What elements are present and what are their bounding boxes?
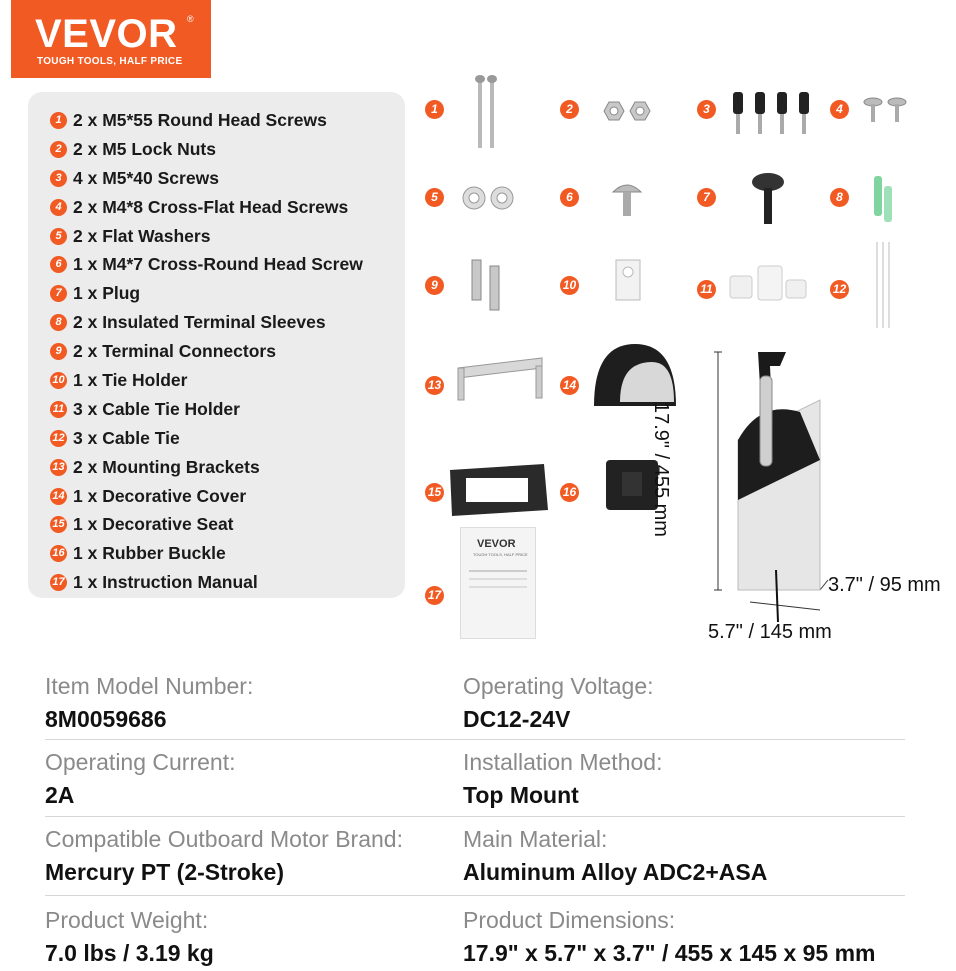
list-item — [50, 164, 363, 193]
decorative-cover-image — [590, 340, 680, 410]
spec-value: 8M0059686 — [45, 706, 167, 732]
list-item — [50, 106, 363, 135]
m5-screws-image — [728, 88, 814, 138]
part-badge-16: 16 — [560, 483, 579, 502]
list-item — [50, 337, 363, 366]
logo-brand: VEVOR — [35, 12, 178, 56]
terminal-connectors-image — [468, 256, 508, 314]
spec-brand — [45, 826, 403, 886]
part-badge-5: 5 — [425, 188, 444, 207]
list-item — [50, 568, 363, 597]
part-number-badge: 7 — [50, 285, 67, 302]
part-text: 2 x M5*55 Round Head Screws — [73, 109, 327, 130]
part-badge-1: 1 — [425, 100, 444, 119]
part-number-badge: 8 — [50, 314, 67, 331]
part-badge-14: 14 — [560, 376, 579, 395]
mounting-brackets-image — [452, 352, 548, 404]
part-text: 2 x M5 Lock Nuts — [73, 138, 216, 159]
part-badge-17: 17 — [425, 586, 444, 605]
list-item — [50, 366, 363, 395]
cable-ties-image — [872, 240, 894, 330]
list-item — [50, 193, 363, 222]
part-number-badge: 1 — [50, 112, 67, 129]
part-text: 1 x Decorative Cover — [73, 485, 247, 506]
vevor-logo — [11, 0, 211, 78]
part-number-badge: 16 — [50, 545, 67, 562]
spec-current — [45, 749, 235, 809]
list-item — [50, 453, 363, 482]
width-dimension-label: 5.7" / 145 mm — [708, 621, 832, 643]
spec-weight — [45, 907, 214, 967]
part-number-badge: 5 — [50, 228, 67, 245]
part-badge-9: 9 — [425, 276, 444, 295]
logo-registered-mark: ® — [187, 14, 194, 24]
terminal-sleeves-image — [870, 172, 900, 226]
part-number-badge: 10 — [50, 372, 67, 389]
flat-washers-image — [460, 183, 520, 213]
spec-label: Installation Method: — [463, 749, 663, 775]
part-text: 2 x M4*8 Cross-Flat Head Screws — [73, 196, 349, 217]
part-badge-12: 12 — [830, 280, 849, 299]
spec-label: Main Material: — [463, 826, 608, 852]
list-item — [50, 510, 363, 539]
part-text: 1 x Plug — [73, 283, 141, 304]
decorative-seat-image — [444, 460, 554, 520]
lock-nuts-image — [600, 98, 656, 124]
part-text: 3 x Cable Tie Holder — [73, 398, 240, 419]
instruction-manual-image — [460, 527, 536, 639]
plug-image — [748, 170, 788, 230]
list-item — [50, 308, 363, 337]
spec-label: Operating Voltage: — [463, 673, 654, 699]
list-item — [50, 279, 363, 308]
cable-tie-holders-image — [726, 262, 810, 304]
spec-material — [463, 826, 767, 886]
part-text: 2 x Terminal Connectors — [73, 341, 276, 362]
spec-label: Operating Current: — [45, 749, 236, 775]
spec-value: Aluminum Alloy ADC2+ASA — [463, 859, 768, 885]
logo-tagline: TOUGH TOOLS, HALF PRICE — [37, 56, 183, 67]
part-text: 2 x Insulated Terminal Sleeves — [73, 312, 326, 333]
part-text: 4 x M5*40 Screws — [73, 167, 219, 188]
spec-dimensions — [463, 907, 876, 967]
spec-value: DC12-24V — [463, 706, 571, 732]
part-text: 2 x Flat Washers — [73, 225, 211, 246]
divider — [45, 895, 905, 896]
part-number-badge: 12 — [50, 430, 67, 447]
list-item — [50, 222, 363, 251]
part-text: 1 x M4*7 Cross-Round Head Screw — [73, 254, 363, 275]
spec-value: 7.0 lbs / 3.19 kg — [45, 940, 214, 966]
part-badge-10: 10 — [560, 276, 579, 295]
divider — [45, 739, 905, 740]
spec-model — [45, 673, 253, 733]
part-number-badge: 6 — [50, 256, 67, 273]
part-number-badge: 14 — [50, 488, 67, 505]
divider — [45, 816, 905, 817]
flat-head-screws-image — [862, 96, 912, 126]
part-text: 3 x Cable Tie — [73, 427, 180, 448]
part-text: 1 x Decorative Seat — [73, 514, 234, 535]
part-badge-2: 2 — [560, 100, 579, 119]
part-number-badge: 11 — [50, 401, 67, 418]
parts-list-panel — [28, 92, 405, 598]
part-badge-3: 3 — [697, 100, 716, 119]
manual-tagline: TOUGH TOOLS, HALF PRICE — [473, 552, 528, 557]
manual-brand: VEVOR — [477, 538, 516, 550]
part-badge-8: 8 — [830, 188, 849, 207]
part-badge-15: 15 — [425, 483, 444, 502]
round-head-screws-image — [472, 72, 502, 152]
list-item — [50, 539, 363, 568]
part-number-badge: 4 — [50, 199, 67, 216]
spec-installation — [463, 749, 662, 809]
part-badge-4: 4 — [830, 100, 849, 119]
list-item — [50, 424, 363, 453]
part-number-badge: 13 — [50, 459, 67, 476]
round-head-screw-image — [610, 180, 644, 220]
spec-label: Product Dimensions: — [463, 907, 676, 933]
part-badge-13: 13 — [425, 376, 444, 395]
part-text: 1 x Tie Holder — [73, 369, 188, 390]
part-text: 2 x Mounting Brackets — [73, 456, 260, 477]
part-number-badge: 15 — [50, 516, 67, 533]
part-number-badge: 3 — [50, 170, 67, 187]
part-badge-11: 11 — [697, 280, 716, 299]
depth-dimension-label: 3.7" / 95 mm — [828, 574, 941, 596]
part-badge-7: 7 — [697, 188, 716, 207]
spec-value: 2A — [45, 782, 75, 808]
spec-value: Top Mount — [463, 782, 579, 808]
part-text: 1 x Rubber Buckle — [73, 543, 226, 564]
part-badge-6: 6 — [560, 188, 579, 207]
parts-list — [50, 106, 363, 597]
tie-holder-image — [612, 256, 646, 304]
part-number-badge: 9 — [50, 343, 67, 360]
height-dimension-label: 17.9" / 455 mm — [650, 402, 672, 537]
spec-value: Mercury PT (2-Stroke) — [45, 859, 285, 885]
spec-label: Item Model Number: — [45, 673, 254, 699]
list-item — [50, 395, 363, 424]
list-item — [50, 135, 363, 164]
spec-label: Product Weight: — [45, 907, 209, 933]
spec-label: Compatible Outboard Motor Brand: — [45, 826, 403, 852]
spec-value: 17.9" x 5.7" x 3.7" / 455 x 145 x 95 mm — [463, 940, 876, 966]
list-item — [50, 482, 363, 511]
part-number-badge: 17 — [50, 574, 67, 591]
part-number-badge: 2 — [50, 141, 67, 158]
part-text: 1 x Instruction Manual — [73, 572, 258, 593]
list-item — [50, 250, 363, 279]
spec-voltage — [463, 673, 654, 733]
